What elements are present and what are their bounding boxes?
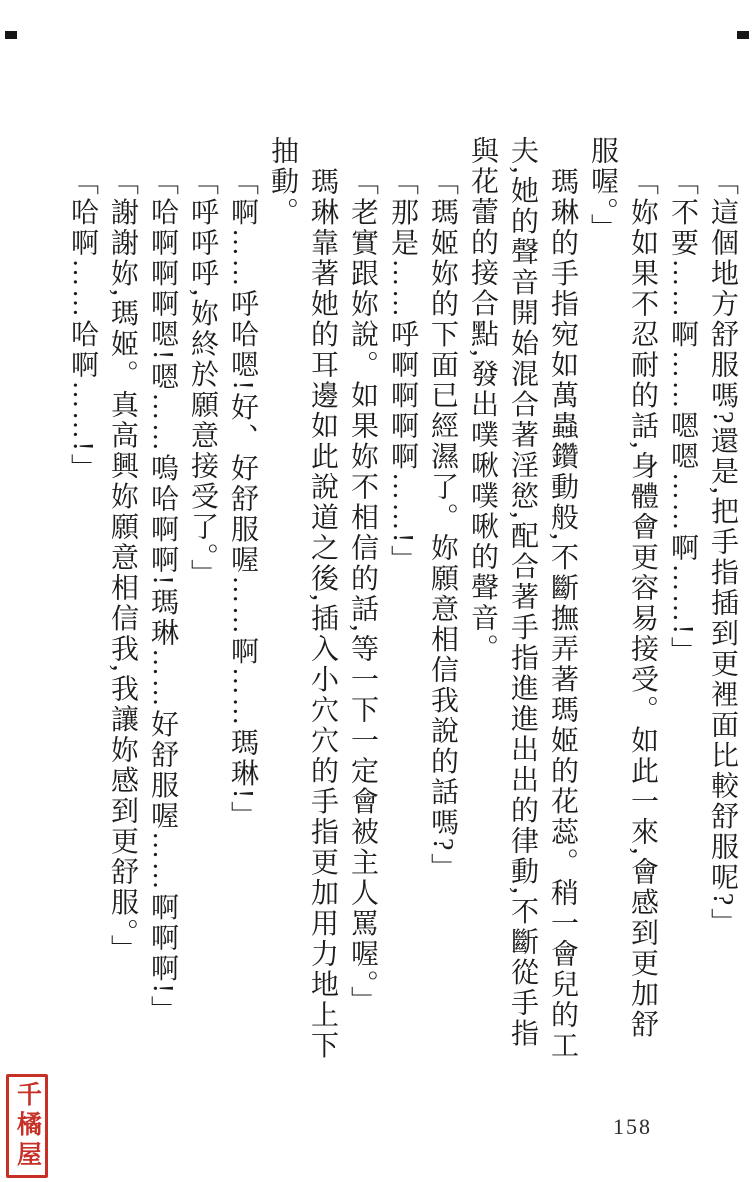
paragraph: 「老實跟妳說。如果妳不相信的話,等一下一定會被主人罵喔。」 [347, 166, 378, 1017]
paragraph: 「啊……呼哈嗯!好、好舒服喔……啊……瑪琳!」 [227, 166, 258, 831]
paragraph: 「謝謝妳,瑪姬。真高興妳願意相信我,我讓妳感到更舒服。」 [107, 166, 138, 965]
paragraph: 瑪琳靠著她的耳邊如此說道之後,插入小穴穴的手指更加用力地上下抽動。 [267, 136, 338, 1061]
paragraph: 「哈啊……哈啊……!」 [67, 166, 98, 484]
paragraph: 「呼呼呼,妳終於願意接受了。」 [187, 166, 218, 590]
paragraph: 「這個地方舒服嗎?還是,把手指插到更裡面比較舒服呢?」 [707, 166, 738, 939]
paragraph: 「不要……啊……嗯嗯……啊……!」 [667, 166, 698, 667]
registration-mark-top-right [737, 31, 749, 39]
registration-mark-top-left [5, 31, 17, 39]
text-block [30, 136, 742, 1068]
page-number: 158 [613, 1114, 652, 1139]
paragraph: 「妳如果不忍耐的話,身體會更容易接受。如此一來,會感到更加舒服喔。」 [587, 136, 658, 1040]
paragraph: 瑪琳的手指宛如萬蟲鑽動般,不斷撫弄著瑪姬的花蕊。稍一會兒的工夫,她的聲音開始混合著淫慾,配合著手指進進出出的律動,不斷從手指與花蕾的接合點,發出噗啾噗啾的聲音。 [467, 136, 578, 1061]
paragraph: 「瑪姬妳的下面已經濕了。妳願意相信我說的話嗎?」 [427, 166, 458, 884]
publisher-seal [6, 1074, 48, 1178]
paragraph: 「哈啊啊啊嗯!嗯……嗚哈啊啊!瑪琳……好舒服喔……啊啊啊!」 [147, 166, 178, 1026]
paragraph: 「那是……呼啊啊啊啊……!」 [387, 166, 418, 576]
seal-text: 千橘屋 [13, 1081, 41, 1171]
